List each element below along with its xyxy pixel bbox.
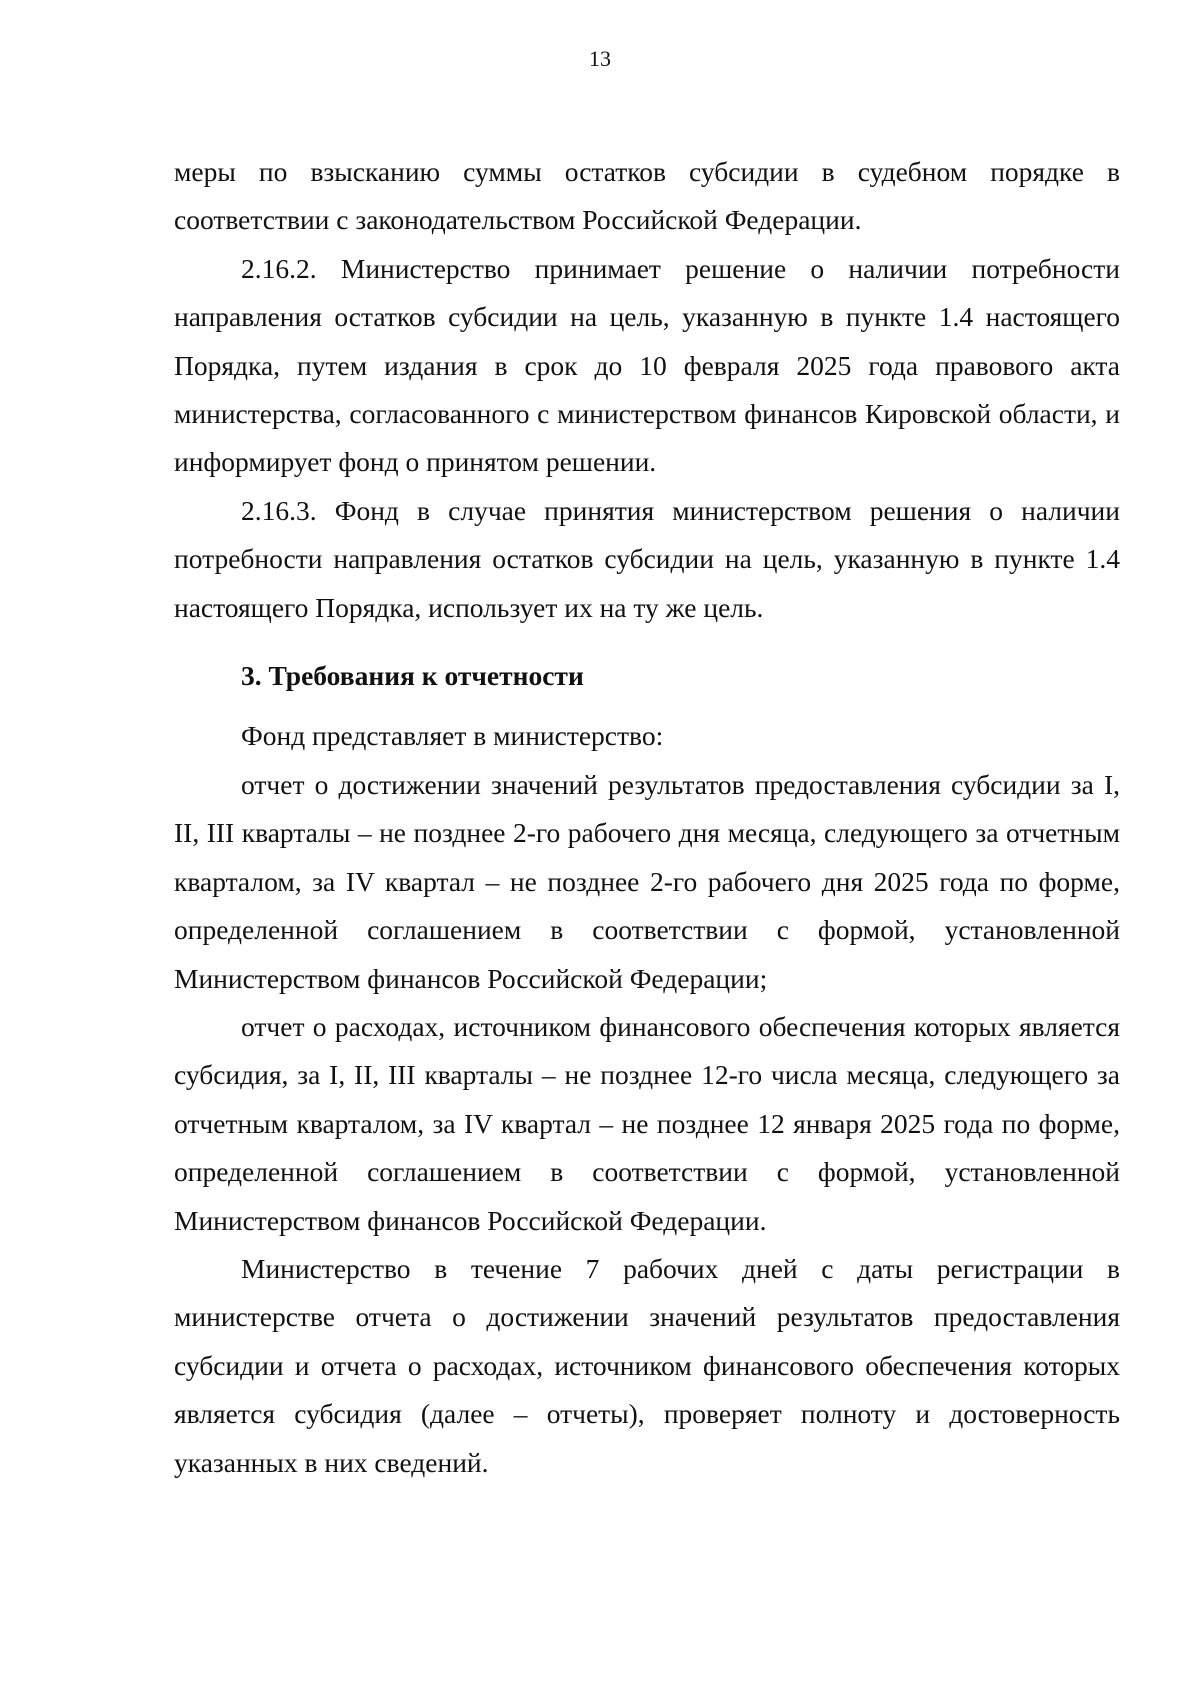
section-heading: 3. Требования к отчетности xyxy=(241,660,584,692)
paragraph-continuation: меры по взысканию суммы остатков субсидии в судебном порядке в соответствии с законодательством Российской Федерации. xyxy=(174,156,1120,236)
paragraph-2-16-2: 2.16.2. Министерство принимает решение о наличии потребности направления остатков субсидии на цель, указанную в пункте 1.4 настоящего Порядка, путем издания в срок до 10 февраля 2025 года правового акта министерства, согласованного с министерством финансов Кировской области, и информирует фонд о принятом решении. xyxy=(174,252,1120,478)
page-number: 13 xyxy=(589,46,611,71)
paragraph-expenses-report: отчет о расходах, источником финансового обеспечения которых является субсидия, за I, II, III кварталы – не позднее 12-го числа месяца, следующего за отчетным кварталом, за IV квартал – не позднее 12 января 2025 года по форме, определенной соглашением в соответствии с формой, установленной Министерством финансов Российской Федерации. xyxy=(174,1010,1120,1236)
paragraph-results-report: отчет о достижении значений результатов предоставления субсидии за I, II, III кварталы – не позднее 2-го рабочего дня месяца, следующего за отчетным кварталом, за IV квартал – не позднее 2-го рабочего дня 2025 года по форме, определенной соглашением в соответствии с формой, установленной Министерством финансов Российской Федерации; xyxy=(174,768,1120,994)
paragraph-fund-submits: Фонд представляет в министерство: xyxy=(241,720,664,752)
paragraph-2-16-3: 2.16.3. Фонд в случае принятия министерством решения о наличии потребности направления остатков субсидии на цель, указанную в пункте 1.4 настоящего Порядка, использует их на ту же цель. xyxy=(174,494,1120,623)
document-body xyxy=(174,148,1120,1487)
paragraph-ministry-check: Министерство в течение 7 рабочих дней с даты регистрации в министерстве отчета о достижении значений результатов предоставления субсидии и отчета о расходах, источником финансового обеспечения которых является субсидия (далее – отчеты), проверяет полноту и достоверность указанных в них сведений. xyxy=(174,1252,1120,1478)
